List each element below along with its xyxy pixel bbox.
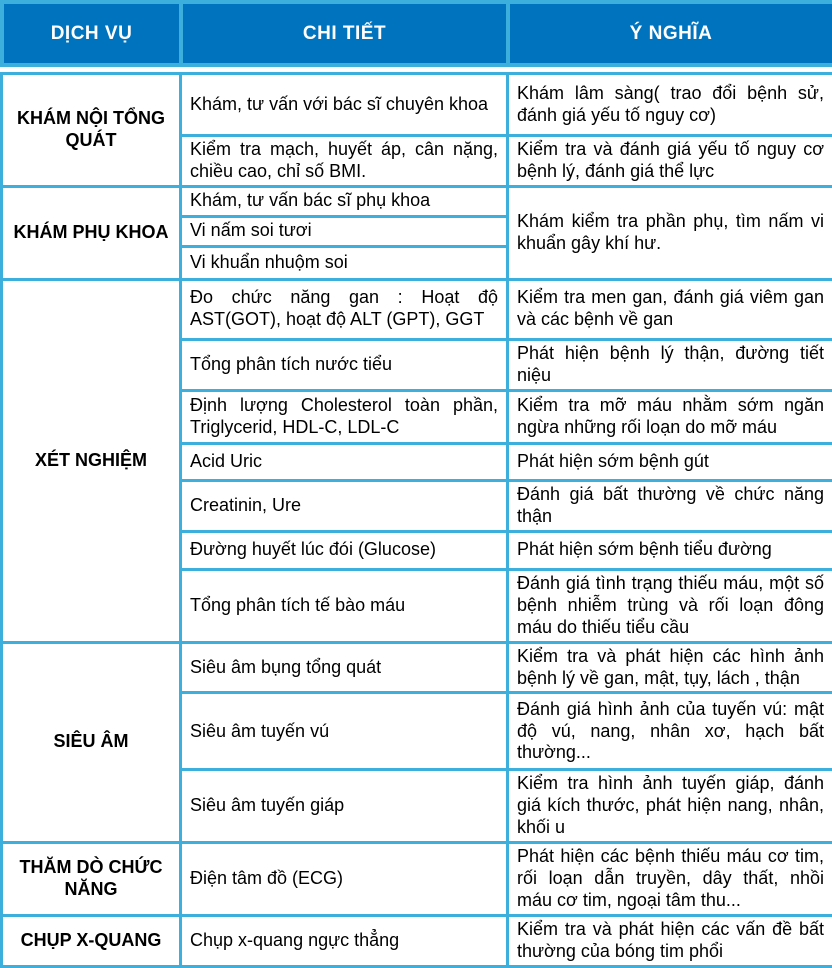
column-header-service: DỊCH VỤ bbox=[2, 2, 181, 65]
detail-cell: Tổng phân tích tế bào máu bbox=[181, 569, 508, 642]
meaning-cell: Đánh giá tình trạng thiếu máu, một số bệnh nhiễm trùng và rối loạn đông máu do thiếu tiểu cầu bbox=[508, 569, 832, 642]
meaning-cell: Kiểm tra mỡ máu nhằm sớm ngăn ngừa những rối loạn do mỡ máu bbox=[508, 390, 832, 443]
meaning-cell: Phát hiện sớm bệnh gút bbox=[508, 443, 832, 480]
service-cell: KHÁM PHỤ KHOA bbox=[2, 186, 181, 279]
table-row bbox=[2, 279, 832, 339]
column-header-detail: CHI TIẾT bbox=[181, 2, 508, 65]
meaning-cell: Đánh giá bất thường về chức năng thận bbox=[508, 480, 832, 531]
table-row bbox=[2, 642, 832, 693]
table-row bbox=[2, 74, 832, 136]
header-row bbox=[2, 2, 832, 65]
service-cell: KHÁM NỘI TỔNG QUÁT bbox=[2, 74, 181, 187]
table-row bbox=[2, 916, 832, 967]
meaning-cell: Kiểm tra men gan, đánh giá viêm gan và các bệnh về gan bbox=[508, 279, 832, 339]
detail-cell: Acid Uric bbox=[181, 443, 508, 480]
meaning-cell: Phát hiện sớm bệnh tiểu đường bbox=[508, 531, 832, 569]
detail-cell: Điện tâm đồ (ECG) bbox=[181, 843, 508, 916]
meaning-cell: Kiểm tra và phát hiện các hình ảnh bệnh lý về gan, mật, tụy, lách , thận bbox=[508, 642, 832, 693]
meaning-cell: Kiểm tra hình ảnh tuyến giáp, đánh giá kích thước, phát hiện nang, nhân, khối u bbox=[508, 770, 832, 843]
detail-cell: Siêu âm bụng tổng quát bbox=[181, 642, 508, 693]
table-header bbox=[0, 0, 832, 67]
meaning-cell: Khám lâm sàng( trao đổi bệnh sử, đánh giá yếu tố nguy cơ) bbox=[508, 74, 832, 136]
detail-cell: Vi nấm soi tươi bbox=[181, 216, 508, 246]
detail-cell: Chụp x-quang ngực thẳng bbox=[181, 916, 508, 967]
detail-cell: Đường huyết lúc đói (Glucose) bbox=[181, 531, 508, 569]
detail-cell: Kiểm tra mạch, huyết áp, cân nặng, chiều cao, chỉ số BMI. bbox=[181, 136, 508, 187]
meaning-cell: Kiểm tra và đánh giá yếu tố nguy cơ bệnh lý, đánh giá thể lực bbox=[508, 136, 832, 187]
meaning-cell: Phát hiện các bệnh thiếu máu cơ tim, rối loạn dẫn truyền, dây thất, nhồi máu cơ tim, ngoại tâm thu... bbox=[508, 843, 832, 916]
detail-cell: Creatinin, Ure bbox=[181, 480, 508, 531]
table-row bbox=[2, 186, 832, 216]
meaning-cell: Khám kiểm tra phần phụ, tìm nấm vi khuẩn gây khí hư. bbox=[508, 186, 832, 279]
table-row bbox=[2, 843, 832, 916]
detail-cell: Siêu âm tuyến vú bbox=[181, 693, 508, 770]
service-cell: XÉT NGHIỆM bbox=[2, 279, 181, 642]
meaning-cell: Đánh giá hình ảnh của tuyến vú: mật độ vú, nang, nhân xơ, hạch bất thường... bbox=[508, 693, 832, 770]
column-header-meaning: Ý NGHĨA bbox=[508, 2, 832, 65]
detail-cell: Khám, tư vấn với bác sĩ chuyên khoa bbox=[181, 74, 508, 136]
service-cell: THĂM DÒ CHỨC NĂNG bbox=[2, 843, 181, 916]
detail-cell: Định lượng Cholesterol toàn phần, Triglycerid, HDL-C, LDL-C bbox=[181, 390, 508, 443]
detail-cell: Tổng phân tích nước tiểu bbox=[181, 339, 508, 390]
detail-cell: Siêu âm tuyến giáp bbox=[181, 770, 508, 843]
table-body bbox=[0, 72, 832, 968]
table-rows bbox=[2, 74, 832, 967]
service-cell: CHỤP X-QUANG bbox=[2, 916, 181, 967]
detail-cell: Vi khuẩn nhuộm soi bbox=[181, 246, 508, 279]
detail-cell: Khám, tư vấn bác sĩ phụ khoa bbox=[181, 186, 508, 216]
meaning-cell: Kiểm tra và phát hiện các vấn đề bất thường của bóng tim phổi bbox=[508, 916, 832, 967]
detail-cell: Đo chức năng gan : Hoạt độ AST(GOT), hoạt độ ALT (GPT), GGT bbox=[181, 279, 508, 339]
meaning-cell: Phát hiện bệnh lý thận, đường tiết niệu bbox=[508, 339, 832, 390]
service-cell: SIÊU ÂM bbox=[2, 642, 181, 843]
